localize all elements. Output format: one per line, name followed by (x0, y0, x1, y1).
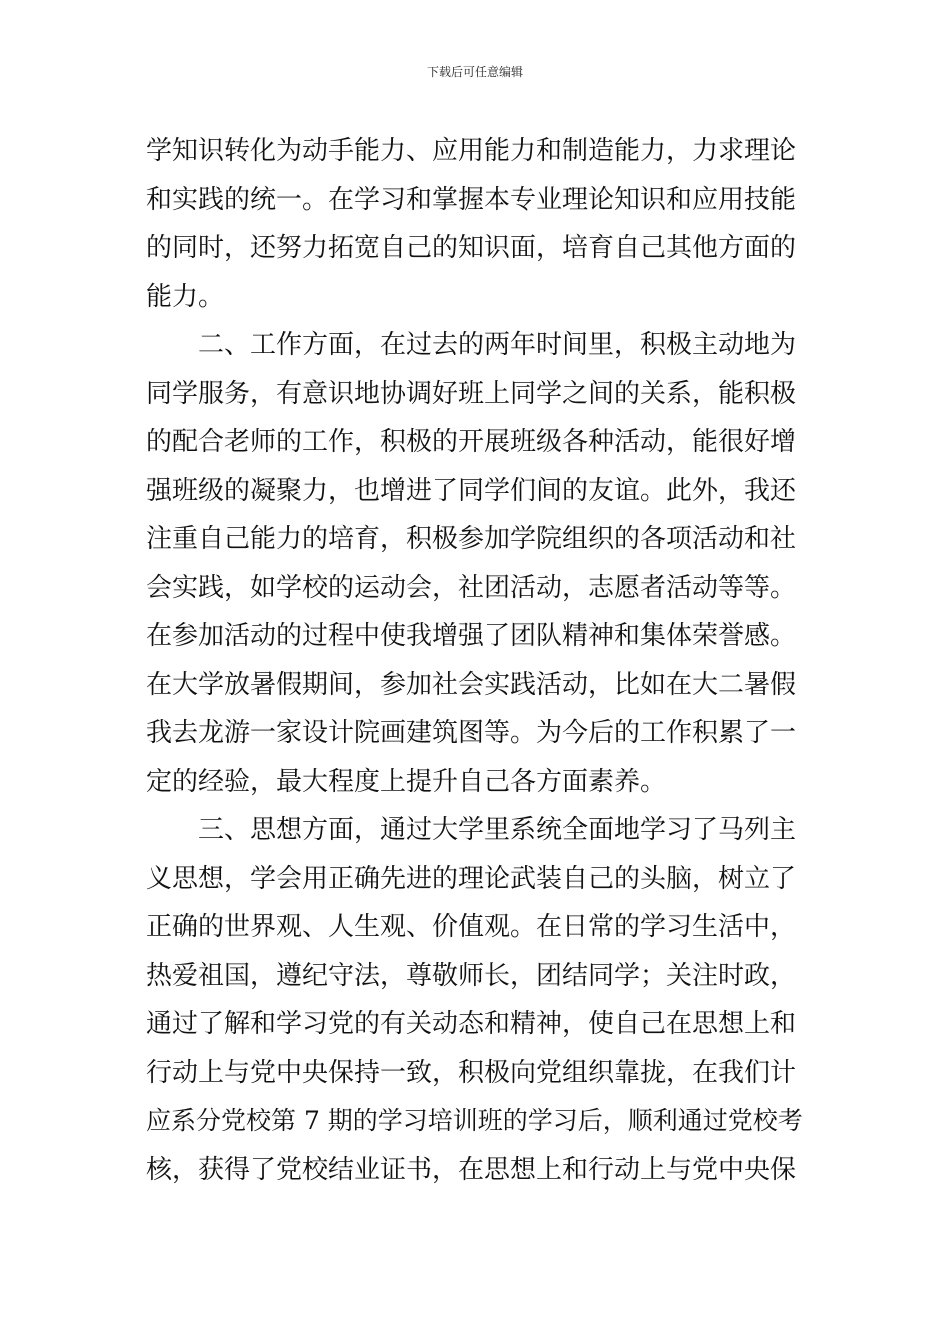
page-header: 下载后可任意编辑 (426, 65, 523, 79)
text-line: 在大学放暑假期间，参加社会实践活动，比如在大二暑假 (146, 669, 797, 700)
text-line: 我去龙游一家设计院画建筑图等。为今后的工作积累了一 (146, 718, 797, 748)
text-line: 正确的世界观、人生观、价值观。在日常的学习生活中， (146, 912, 797, 942)
text-line: 义思想，学会用正确先进的理论武装自己的头脑，树立了 (146, 863, 797, 894)
text-line: 定的经验，最大程度上提升自己各方面素养。 (146, 766, 667, 797)
text-line: 三、思想方面，通过大学里系统全面地学习了马列主 (198, 815, 797, 845)
text-line: 的同时，还努力拓宽自己的知识面，培育自己其他方面的 (146, 233, 797, 263)
text-line: 热爱祖国，遵纪守法，尊敬师长，团结同学；关注时政， (146, 960, 797, 991)
text-line: 的配合老师的工作，积极的开展班级各种活动，能很好增 (146, 427, 797, 457)
text-line: 行动上与党中央保持一致，积极向党组织靠拢，在我们计 (146, 1057, 797, 1088)
text-line: 和实践的统一。在学习和掌握本专业理论知识和应用技能 (146, 184, 797, 215)
text-line: 注重自己能力的培育，积极参加学院组织的各项活动和社 (146, 524, 797, 554)
text-line: 能力。 (146, 281, 225, 312)
text-line: 在参加活动的过程中使我增强了团队精神和集体荣誉感。 (146, 621, 797, 651)
text-line: 同学服务，有意识地协调好班上同学之间的关系，能积极 (146, 378, 797, 409)
body-text (146, 127, 814, 1194)
text-line: 学知识转化为动手能力、应用能力和制造能力，力求理论 (146, 136, 797, 166)
text-line: 强班级的凝聚力，也增进了同学们间的友谊。此外，我还 (146, 475, 797, 506)
text-line: 应系分党校第 7 期的学习培训班的学习后，顺利通过党校考 (146, 1106, 803, 1135)
text-line: 二、工作方面，在过去的两年时间里，积极主动地为 (198, 330, 797, 360)
text-line: 会实践，如学校的运动会，社团活动，志愿者活动等等。 (146, 572, 797, 603)
text-line: 通过了解和学习党的有关动态和精神，使自己在思想上和 (146, 1009, 797, 1039)
text-line: 核，获得了党校结业证书，在思想上和行动上与党中央保 (146, 1154, 797, 1185)
